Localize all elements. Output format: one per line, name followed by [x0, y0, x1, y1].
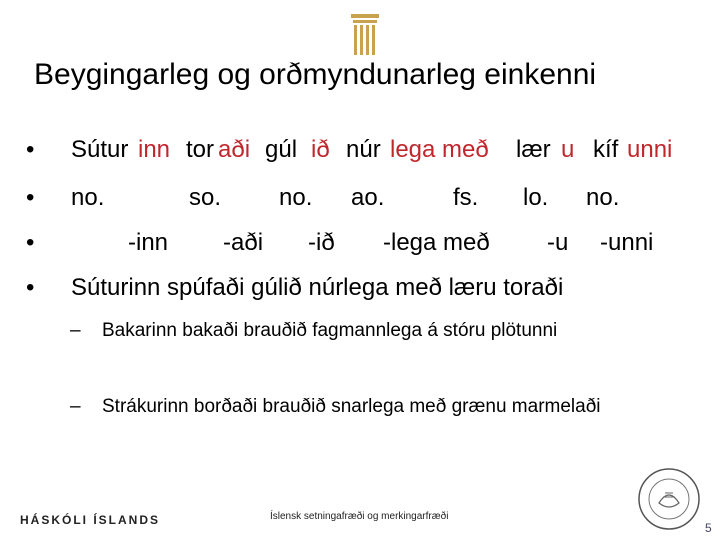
- segment-accent: lega með: [390, 136, 489, 163]
- segment: no.: [586, 184, 620, 211]
- segment-accent: u: [561, 136, 575, 163]
- segment: so.: [189, 184, 222, 211]
- segment: -ið: [308, 229, 335, 256]
- segment: kíf: [593, 136, 619, 163]
- segment: no.: [71, 184, 105, 211]
- segment: lo.: [523, 184, 549, 211]
- segment-accent: inn: [138, 136, 171, 163]
- segment: Sútur: [71, 136, 129, 163]
- dash-marker: –: [70, 396, 81, 417]
- segment: no.: [279, 184, 313, 211]
- sub-bullet-item: [70, 318, 670, 344]
- segment: lær: [516, 136, 551, 163]
- dash-marker: –: [70, 320, 81, 341]
- segment-accent: aði: [218, 136, 251, 163]
- segment-accent: unni: [627, 136, 673, 163]
- bullet-marker: •: [26, 229, 35, 256]
- sub-bullet-text: Strákurinn borðaði brauðið snarlega með grænu marmelaði: [102, 396, 601, 417]
- bullet-marker: •: [26, 136, 35, 163]
- segment: -inn: [128, 229, 169, 256]
- university-pillars-logo: [350, 14, 380, 56]
- university-wordmark: HÁSKÓLI ÍSLANDS: [20, 513, 161, 527]
- segment: -lega með: [383, 229, 490, 256]
- sub-bullet-item: [70, 394, 670, 420]
- university-seal: [637, 467, 701, 531]
- segment: tor: [186, 136, 215, 163]
- sub-bullet-text: Bakarinn bakaði brauðið fagmannlega á stóru plötunni: [102, 320, 558, 341]
- bullet-marker: •: [26, 184, 35, 211]
- segment: fs.: [453, 184, 479, 211]
- footer-course-title: Íslensk setningafræði og merkingarfræði: [270, 511, 449, 522]
- page-number: 5: [705, 521, 712, 535]
- bullet-marker: •: [26, 274, 35, 301]
- segment: -unni: [600, 229, 654, 256]
- segment: -aði: [223, 229, 264, 256]
- slide-title: Beygingarleg og orðmyndunarleg einkenni: [34, 58, 597, 91]
- segment: -u: [547, 229, 569, 256]
- segment: ao.: [351, 184, 385, 211]
- segment: Súturinn spúfaði gúlið núrlega með læru toraði: [71, 274, 564, 301]
- segment: núr: [346, 136, 381, 163]
- segment-accent: ið: [311, 136, 330, 163]
- segment: gúl: [265, 136, 298, 163]
